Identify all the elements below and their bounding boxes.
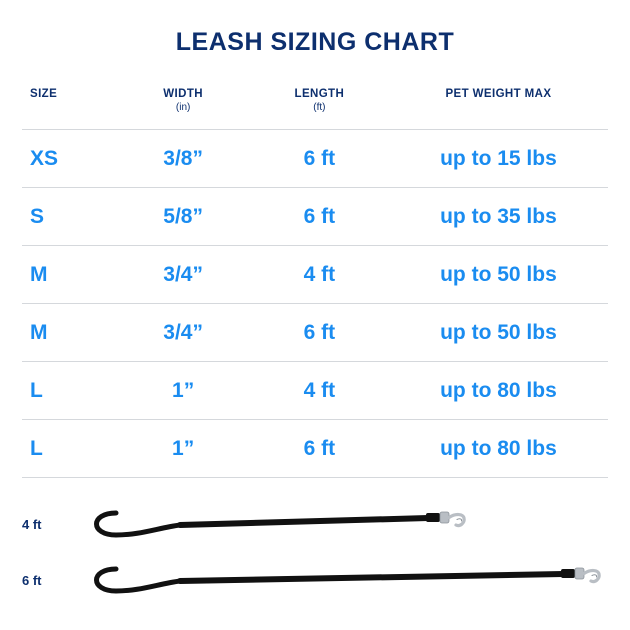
cell-length: 4 ft [250, 362, 389, 420]
leash-graphic-6ft [68, 557, 608, 603]
column-header-size-label: SIZE [30, 88, 58, 100]
leash-illustrations [22, 496, 608, 608]
cell-weight: up to 80 lbs [389, 362, 608, 420]
table-row [22, 188, 608, 246]
column-header-length-unit: (ft) [313, 102, 326, 113]
column-header-length [250, 87, 389, 130]
leash-length-label: 4 ft [22, 516, 42, 532]
cell-length: 6 ft [250, 420, 389, 478]
cell-weight: up to 15 lbs [389, 130, 608, 188]
table-header-row [22, 87, 608, 130]
column-header-length-label: LENGTH [294, 88, 345, 100]
leash-clip-6ft [561, 568, 599, 582]
leash-clip-4ft [426, 512, 464, 526]
cell-size: M [22, 246, 116, 304]
cell-weight: up to 80 lbs [389, 420, 608, 478]
leash-illustration-4ft [22, 496, 608, 552]
column-header-weight [389, 87, 608, 130]
leash-length-label: 6 ft [22, 572, 42, 588]
cell-length: 6 ft [250, 304, 389, 362]
page-title: LEASH SIZING CHART [175, 28, 455, 56]
cell-size: XS [22, 130, 116, 188]
cell-length: 4 ft [250, 246, 389, 304]
cell-width: 1” [116, 362, 249, 420]
cell-weight: up to 50 lbs [389, 304, 608, 362]
table-row [22, 130, 608, 188]
column-header-width-label: WIDTH [163, 88, 203, 100]
leash-illustration-6ft [22, 552, 608, 608]
cell-width: 1” [116, 420, 249, 478]
leash-graphic-4ft [68, 501, 608, 547]
table-row [22, 304, 608, 362]
cell-weight: up to 35 lbs [389, 188, 608, 246]
leash-strap-6ft [97, 569, 564, 591]
cell-width: 3/8” [116, 130, 249, 188]
column-header-width-unit: (in) [175, 102, 191, 113]
table-row [22, 362, 608, 420]
cell-size: L [22, 362, 116, 420]
cell-width: 5/8” [116, 188, 249, 246]
table-header [22, 87, 608, 130]
table-row [22, 420, 608, 478]
cell-width: 3/4” [116, 246, 249, 304]
table-row [22, 246, 608, 304]
cell-size: S [22, 188, 116, 246]
cell-weight: up to 50 lbs [389, 246, 608, 304]
sizing-table-wrap [22, 87, 608, 478]
cell-width: 3/4” [116, 304, 249, 362]
table-body [22, 130, 608, 478]
column-header-size [22, 87, 116, 130]
leash-strap-4ft [97, 513, 429, 535]
column-header-weight-label: PET WEIGHT MAX [445, 88, 552, 100]
cell-length: 6 ft [250, 188, 389, 246]
sizing-table [22, 87, 608, 478]
cell-size: M [22, 304, 116, 362]
cell-length: 6 ft [250, 130, 389, 188]
cell-size: L [22, 420, 116, 478]
column-header-width [116, 87, 249, 130]
